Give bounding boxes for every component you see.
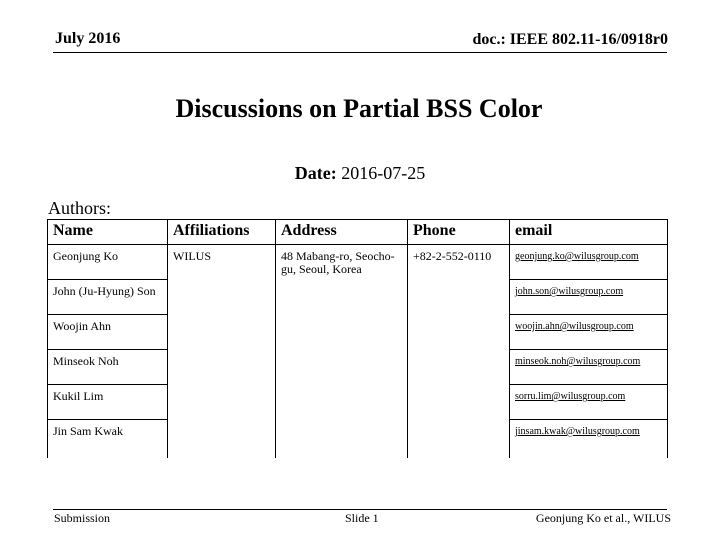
authors-table [47, 219, 668, 458]
email-cell [510, 280, 668, 315]
footer-slide-number: Slide 1 [345, 511, 379, 525]
table-row [48, 350, 668, 385]
author-name: Woojin Ahn [48, 315, 168, 350]
author-affiliation [168, 350, 276, 385]
col-header-email: email [510, 220, 668, 245]
author-address [276, 350, 408, 385]
footer-divider [53, 509, 667, 510]
author-address: 48 Mabang-ro, Seocho-gu, Seoul, Korea [276, 245, 408, 280]
author-phone [408, 385, 510, 420]
authors-label: Authors: [48, 198, 111, 218]
date-label: Date: [294, 163, 337, 183]
table-row [48, 280, 668, 315]
author-phone [408, 280, 510, 315]
author-address [276, 315, 408, 350]
slide-title: Discussions on Partial BSS Color [175, 94, 543, 123]
author-address [276, 385, 408, 420]
email-cell [510, 350, 668, 385]
author-phone [408, 350, 510, 385]
author-affiliation [168, 420, 276, 458]
col-header-name: Name [48, 220, 168, 245]
author-name: Geonjung Ko [48, 245, 168, 280]
col-header-phone: Phone [408, 220, 510, 245]
author-affiliation [168, 280, 276, 315]
author-affiliation: WILUS [168, 245, 276, 280]
email-cell [510, 420, 668, 458]
author-name: Kukil Lim [48, 385, 168, 420]
author-email-link[interactable]: woojin.ahn@wilusgroup.com [515, 321, 634, 332]
author-phone [408, 420, 510, 458]
author-name: Minseok Noh [48, 350, 168, 385]
table-row [48, 245, 668, 280]
author-name: John (Ju-Hyung) Son [48, 280, 168, 315]
header-divider [53, 52, 667, 53]
author-address [276, 420, 408, 458]
footer-authors: Geonjung Ko et al., WILUS [535, 511, 671, 525]
table-header-row [48, 220, 668, 245]
author-phone: +82-2-552-0110 [408, 245, 510, 280]
col-header-address: Address [276, 220, 408, 245]
email-cell [510, 245, 668, 280]
date-line [0, 163, 720, 184]
author-affiliation [168, 315, 276, 350]
author-phone [408, 315, 510, 350]
table-row [48, 385, 668, 420]
date-value: 2016-07-25 [341, 163, 426, 183]
author-name: Jin Sam Kwak [48, 420, 168, 458]
table-row [48, 420, 668, 458]
table-row [48, 315, 668, 350]
author-email-link[interactable]: minseok.noh@wilusgroup.com [515, 356, 641, 367]
author-address [276, 280, 408, 315]
author-email-link[interactable]: sorru.lim@wilusgroup.com [515, 391, 626, 402]
author-email-link[interactable]: jinsam.kwak@wilusgroup.com [515, 426, 640, 437]
header-date: July 2016 [55, 30, 121, 47]
email-cell [510, 315, 668, 350]
col-header-affiliations: Affiliations [168, 220, 276, 245]
footer-submission: Submission [54, 511, 111, 525]
header-doc-id: doc.: IEEE 802.11-16/0918r0 [472, 31, 668, 48]
author-email-link[interactable]: john.son@wilusgroup.com [515, 286, 624, 297]
email-cell [510, 385, 668, 420]
author-email-link[interactable]: geonjung.ko@wilusgroup.com [515, 251, 639, 262]
author-affiliation [168, 385, 276, 420]
